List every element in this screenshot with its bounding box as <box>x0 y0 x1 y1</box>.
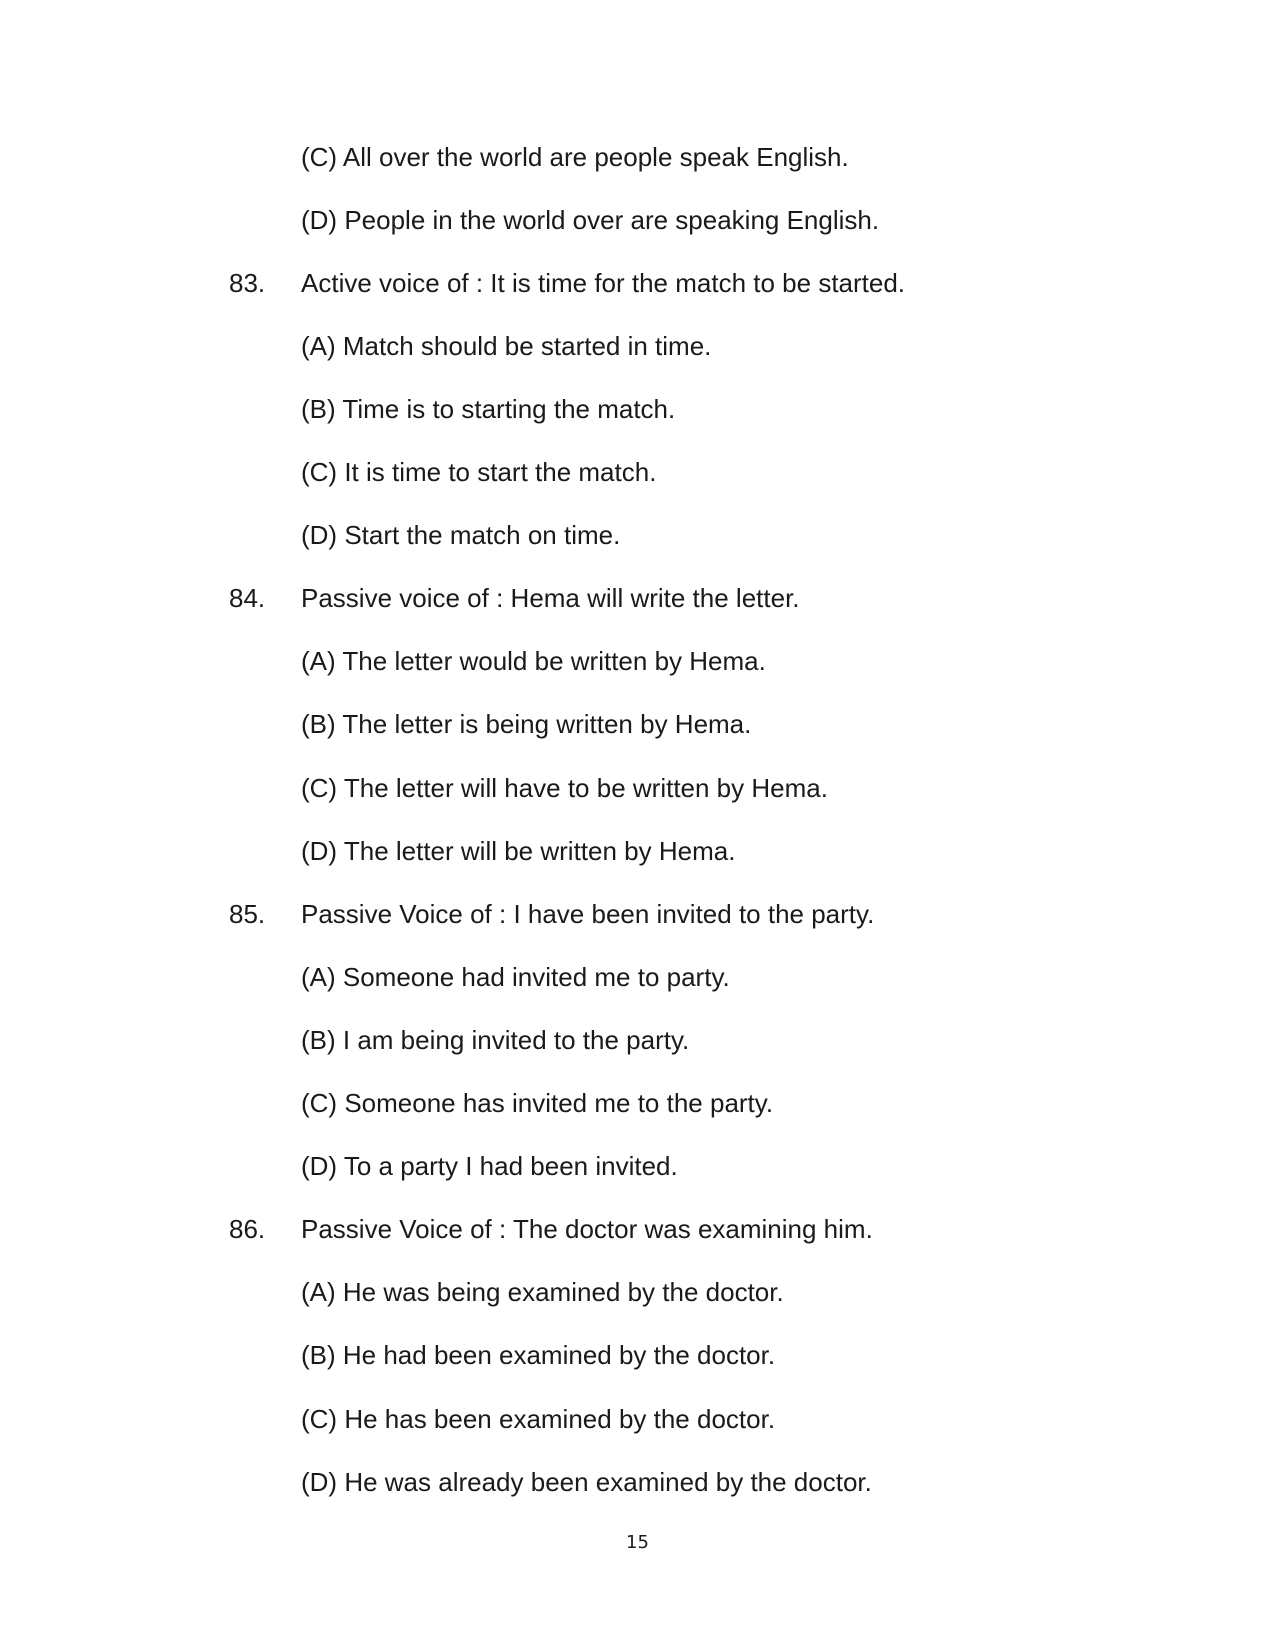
question-stem: Passive voice of : Hema will write the letter. <box>301 583 800 613</box>
option-a: (A) The letter would be written by Hema. <box>301 646 766 676</box>
option-c: (C) The letter will have to be written by Hema. <box>301 773 828 803</box>
option-b: (B) I am being invited to the party. <box>301 1025 690 1055</box>
question-stem: Passive Voice of : The doctor was examining him. <box>301 1214 873 1244</box>
question-stem: Passive Voice of : I have been invited to the party. <box>301 899 875 929</box>
option-a: (A) He was being examined by the doctor. <box>301 1277 784 1307</box>
option-d-carryover: (D) People in the world over are speaking English. <box>301 205 880 235</box>
option-b: (B) Time is to starting the match. <box>301 394 676 424</box>
option-d: (D) He was already been examined by the doctor. <box>301 1467 872 1497</box>
option-d: (D) The letter will be written by Hema. <box>301 836 736 866</box>
question-number: 86. <box>229 1214 266 1244</box>
page-number: 15 <box>626 1532 649 1553</box>
option-c: (C) He has been examined by the doctor. <box>301 1404 776 1434</box>
option-b: (B) The letter is being written by Hema. <box>301 709 752 739</box>
question-number: 84. <box>229 583 266 613</box>
option-c-carryover: (C) All over the world are people speak English. <box>301 142 849 172</box>
question-number: 83. <box>229 268 266 298</box>
option-c: (C) It is time to start the match. <box>301 457 657 487</box>
option-c: (C) Someone has invited me to the party. <box>301 1088 774 1118</box>
option-d: (D) Start the match on time. <box>301 520 621 550</box>
option-a: (A) Match should be started in time. <box>301 331 712 361</box>
question-stem: Active voice of : It is time for the match to be started. <box>301 268 906 298</box>
question-number: 85. <box>229 899 266 929</box>
option-d: (D) To a party I had been invited. <box>301 1151 678 1181</box>
option-b: (B) He had been examined by the doctor. <box>301 1340 776 1370</box>
option-a: (A) Someone had invited me to party. <box>301 962 730 992</box>
